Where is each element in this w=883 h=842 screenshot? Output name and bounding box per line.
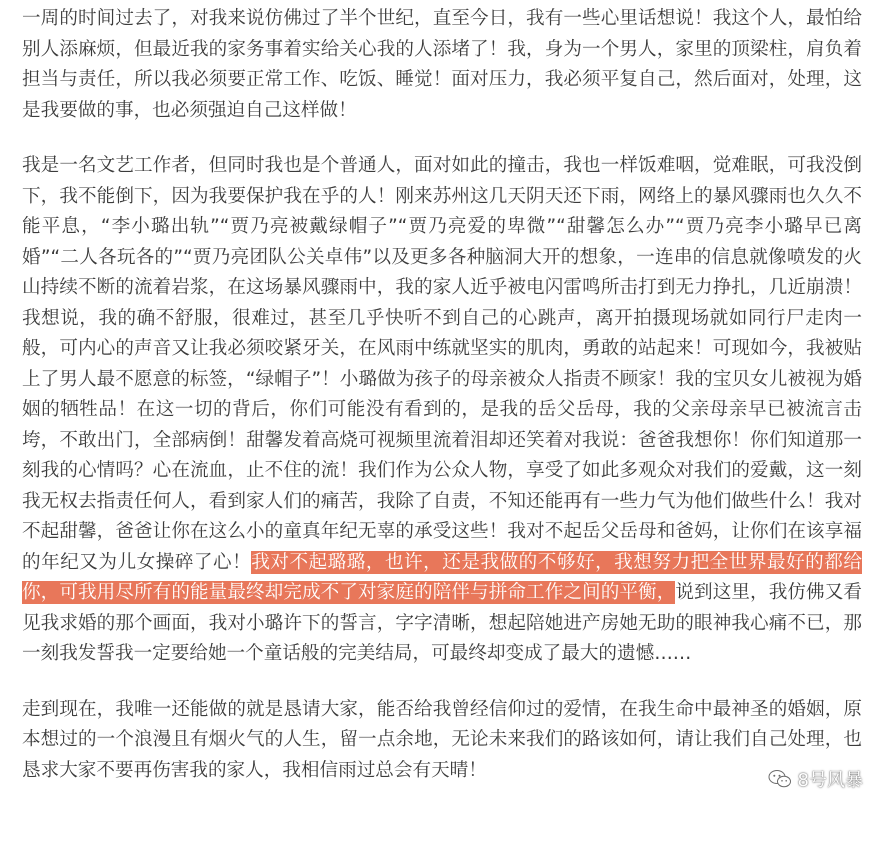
highlighted-sentence: 我对不起璐璐，也许，还是我做的不够好，我想努力把全世界最好的都给你，可我用尽所有的能量最终却完成不了对家庭的陪伴与拼命工作之间的平衡，	[22, 551, 862, 603]
paragraph-2-intro: 我是一名文艺工作者，但同时我也是个普通人，面对如此的撞击，我也一样饭难咽，觉难眠，可我没倒下，我不能倒下，因为我要保护我在乎的人！刚来苏州这几天阴天还下雨，网络上的暴风骤雨也久久不能平息，“李小璐出轨”“贾乃亮被戴绿帽子”“贾乃亮爱的卑微”“甜馨怎么办”“贾乃亮李小璐早已离婚”“二人各玩各的”“贾乃亮团队公关卓伟”以及更多各种脑洞大开的想象，一连串的信息就像喷发的火山持续不断的流着岩浆，在这场暴风骤雨中，我的家人近乎被电闪雷鸣所击打到无力挣扎，几近崩溃！我想说，我的确不舒服，很难过，甚至几乎快听不到自己的心跳声，离开拍摄现场就如同行尸走肉一般，可内心的声音又让我必须咬紧牙关，在风雨中练就坚实的肌肉，勇敢的站起来！可现如今，我被贴上了男人最不愿意的标签，“绿帽子”！小璐做为孩子的母亲被众人指责不顾家！我的宝贝女儿被视为婚姻的牺牲品！在这一切的背后，你们可能没有看到的，是我的岳父岳母，我的父亲母亲早已被流言击垮，不敢出门，全部病倒！甜馨发着高烧可视频里流着泪却还笑着对我说：爸爸我想你！你们知道那一刻我的心情吗？心在流血，止不住的流！我们作为公众人物，享受了如此多观众对我们的爱戴，这一刻我无权去指责任何人，看到家人们的痛苦，我除了自责，不知还能再有一些力气为他们做些什么！我对不起甜馨，爸爸让你在这么小的童真年纪无辜的承受这些！我对不起岳父岳母和爸妈，让你们在该享福的年纪又为儿女操碎了心！	[22, 155, 862, 573]
watermark	[768, 766, 863, 792]
paragraph-2-ending: 说到这里，我仿佛又看见我求婚的那个画面，我对小璐许下的誓言，字字清晰，想起陪她进产房她无助的眼神我心痛不已，那一刻我发誓我一定要给她一个童话般的完美结局，可最终却变成了最大的遗憾……	[22, 582, 862, 664]
watermark-text: 8号风暴	[797, 770, 863, 791]
article-body	[22, 4, 862, 811]
wechat-icon	[768, 769, 792, 789]
paragraph-1: 一周的时间过去了，对我来说仿佛过了半个世纪，直至今日，我有一些心里话想说！我这个人，最怕给别人添麻烦，但最近我的家务事着实给关心我的人添堵了！我，身为一个男人，家里的顶梁柱，肩负着担当与责任，所以我必须要正常工作、吃饭、睡觉！面对压力，我必须平复自己，然后面对，处理，这是我要做的事，也必须强迫自己这样做！	[22, 8, 862, 121]
paragraph-3: 走到现在，我唯一还能做的就是恳请大家，能否给我曾经信仰过的爱情，在我生命中最神圣的婚姻，原本想过的一个浪漫且有烟火气的人生，留一点余地，无论未来我们的路该如何，请让我们自己处理，也恳求大家不要再伤害我的家人，我相信雨过总会有天晴！	[22, 698, 862, 781]
paragraph-2	[22, 151, 862, 670]
